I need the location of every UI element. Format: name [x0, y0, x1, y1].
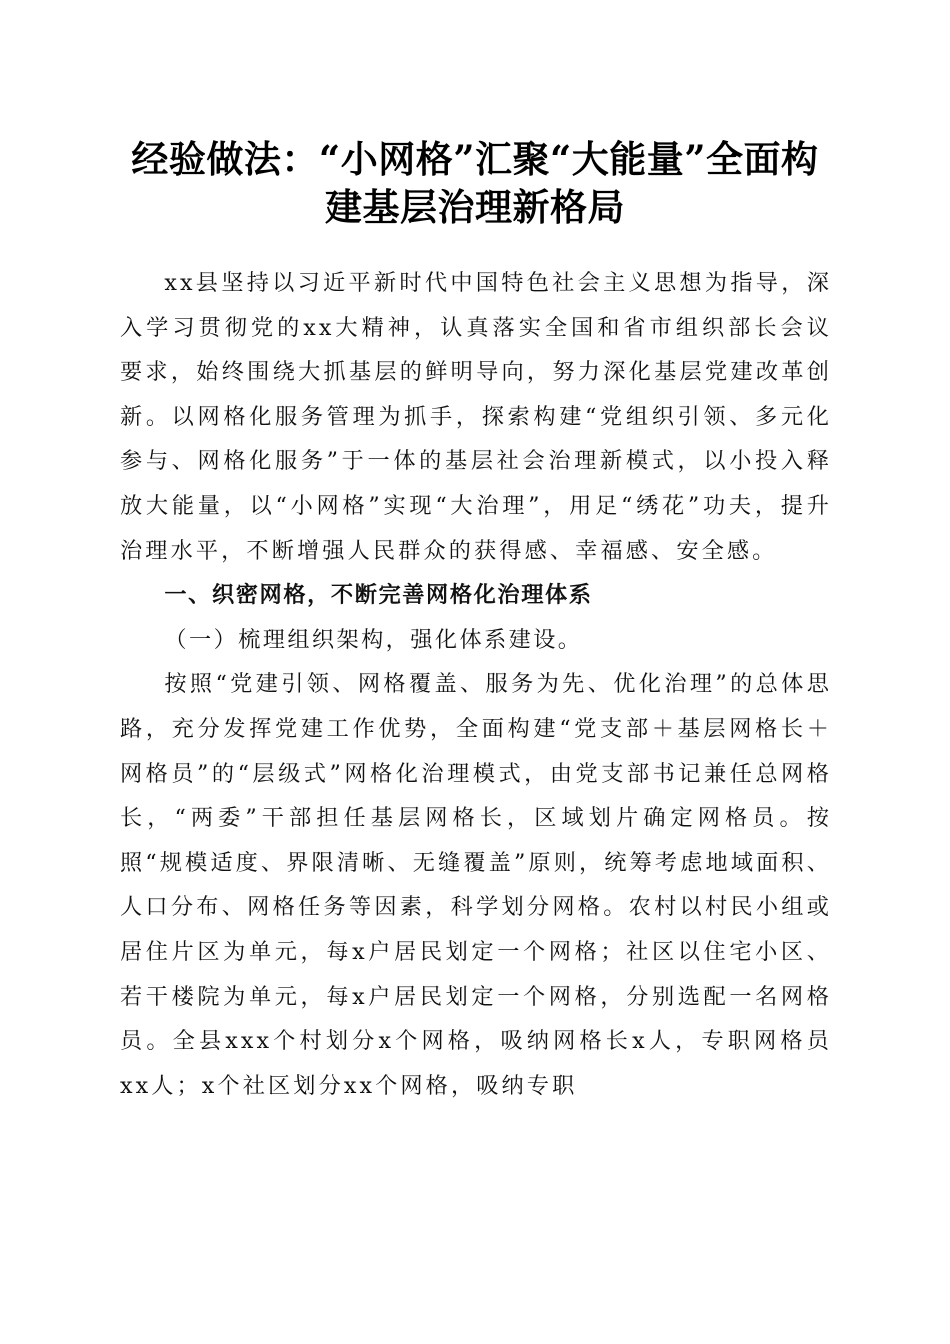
subsection-heading: （一）梳理组织架构，强化体系建设。: [164, 626, 583, 653]
document-title: [110, 135, 840, 231]
section-heading: 一、织密网格，不断完善网格化治理体系: [164, 582, 593, 609]
body-paragraph: 按照“党建引领、网格覆盖、服务为先、优化治理”的总体思路，充分发挥党建工作优势，全面构建“党支部＋基层网格长＋网格员”的“层级式”网格化治理模式，由党支部书记兼任总网格长，“两委”干部担任基层网格长，区域划片确定网格员。按照“规模适度、界限清晰、无缝覆盖”原则，统筹考虑地域面积、人口分布、网格任务等因素，科学划分网格。农村以村民小组或居住片区为单元，每x户居民划定一个网格；社区以住宅小区、若干楼院为单元，每x户居民划定一个网格，分别选配一名网格员。全县xxx个村划分x个网格，吸纳网格长x人，专职网格员xx人；x个社区划分xx个网格，吸纳专职: [120, 671, 832, 1099]
intro-paragraph: xx县坚持以习近平新时代中国特色社会主义思想为指导，深入学习贯彻党的xx大精神，认真落实全国和省市组织部长会议要求，始终围绕大抓基层的鲜明导向，努力深化基层党建改革创新。以网格化服务管理为抓手，探索构建“党组织引领、多元化参与、网格化服务”于一体的基层社会治理新模式，以小投入释放大能量，以“小网格”实现“大治理”，用足“绣花”功夫，提升治理水平，不断增强人民群众的获得感、幸福感、安全感。: [120, 270, 832, 564]
title-line-1: 经验做法：“小网格”汇聚“大能量”全面构: [131, 137, 819, 181]
document-body: [120, 261, 832, 1108]
title-line-2: 建基层治理新格局: [325, 185, 625, 229]
